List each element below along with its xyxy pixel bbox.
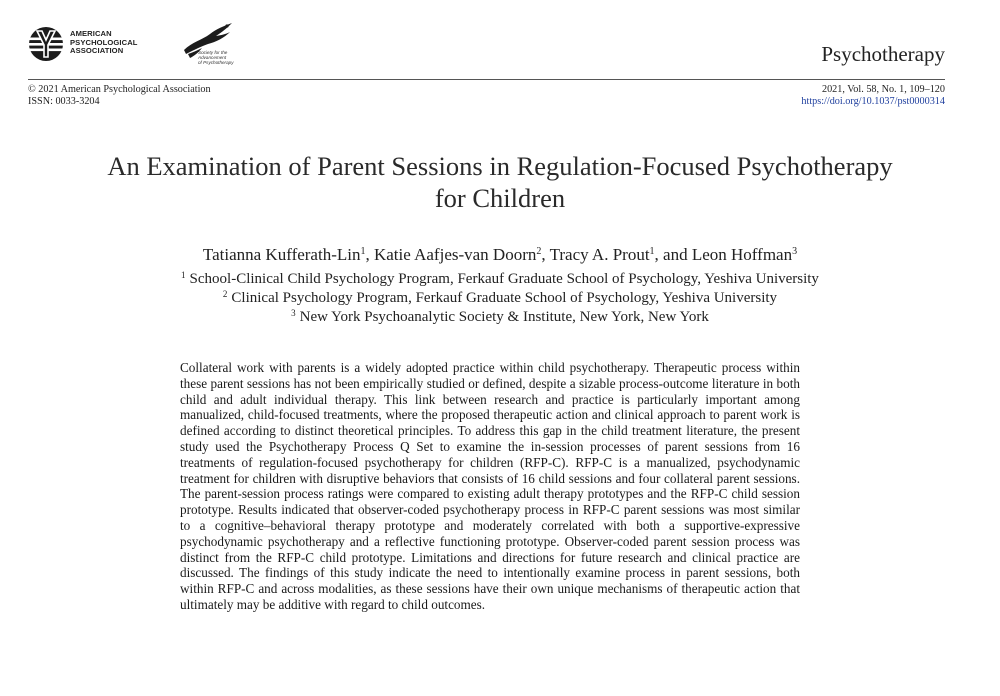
issn-line: ISSN: 0033-3204 — [28, 95, 100, 107]
author-affil-marker: 3 — [792, 246, 798, 257]
doi-link[interactable]: https://doi.org/10.1037/pst0000314 — [801, 95, 945, 107]
citation-line: 2021, Vol. 58, No. 1, 109–120 — [821, 84, 945, 95]
affiliation-list — [0, 270, 1000, 327]
header-divider — [28, 79, 945, 80]
author-name: Leon Hoffman — [691, 245, 793, 264]
copyright-line: © 2021 American Psychological Association — [28, 84, 211, 95]
publication-meta-left — [28, 84, 211, 107]
apa-wordmark: AMERICAN PSYCHOLOGICAL ASSOCIATION — [70, 29, 138, 56]
article-title: An Examination of Parent Sessions in Regulation-Focused Psychotherapy for Children — [107, 151, 893, 213]
author-affil-marker: 1 — [360, 246, 366, 257]
author-list: Tatianna Kufferath-Lin$^1$, Katie Aafjes-van Doorn$^2$, Tracy A. Prout$^1$, and Leon Hoffman$^3$ — [202, 245, 798, 264]
apa-logo — [28, 26, 64, 62]
author-name: Tatianna Kufferath-Lin — [202, 245, 361, 264]
author-affil-marker: 1 — [649, 246, 655, 257]
abstract: Collateral work with parents is a widely adopted practice within child psychotherapy. Therapeutic process within these parent sessions has not been empirically studied or defined, despite a sizable process-outcome literature in both child and adult individual therapy. This link between research and practice is particularly important among manualized, child-focused treatments, where the proposed therapeutic action and clinical approach to parent work is defined according to distinct theoretical principles. To address this gap in the child treatment literature, the present study used the Psychotherapy Process Q Set to examine the in-session processes of parent sessions from 16 treatments of regulation-focused psychotherapy for children (RFP-C). RFP-C is a manualized, psychodynamic treatment for children with disruptive behaviors that consists of 16 child sessions and four collateral parent sessions. The parent-session process ratings were compared to existing adult therapy prototypes and the RFP-C child session prototype. Results indicated that observer-coded psychotherapy process in RFP-C parent sessions was most similar to a cognitive–behavioral therapy prototype and moderately correlated with both a supportive-expressive psychodynamic psychotherapy and a reflective functioning prototype. Observer-coded parent session process was distinct from the RFP-C child prototype. Limitations and directions for future research and clinical practice are discussed. The findings of this study indicate the need to intentionally examine process in parent sessions, both within RFP-C and across modalities, as these sessions have their own unique mechanisms of therapeutic action that ultimately may be additive with regard to child outcomes. — [180, 360, 800, 612]
affiliation-item: $^2$ Clinical Psychology Program, Ferkauf Graduate School of Psychology, Yeshiva University — [222, 289, 778, 306]
affiliation-item: $^3$ New York Psychoanalytic Society & Institute, New York, New York — [291, 308, 709, 325]
author-name: Tracy A. Prout — [549, 245, 650, 264]
publication-meta-right — [801, 84, 945, 107]
author-affil-marker: 2 — [536, 246, 542, 257]
spa-wordmark: Society for the Advancement of Psychotherapy — [198, 50, 234, 65]
author-name: Katie Aafjes-van Doorn — [373, 245, 537, 264]
journal-name: Psychotherapy — [821, 42, 945, 66]
affiliation-item: $^1$ School-Clinical Child Psychology Program, Ferkauf Graduate School of Psychology, Yeshiva University — [181, 270, 819, 287]
